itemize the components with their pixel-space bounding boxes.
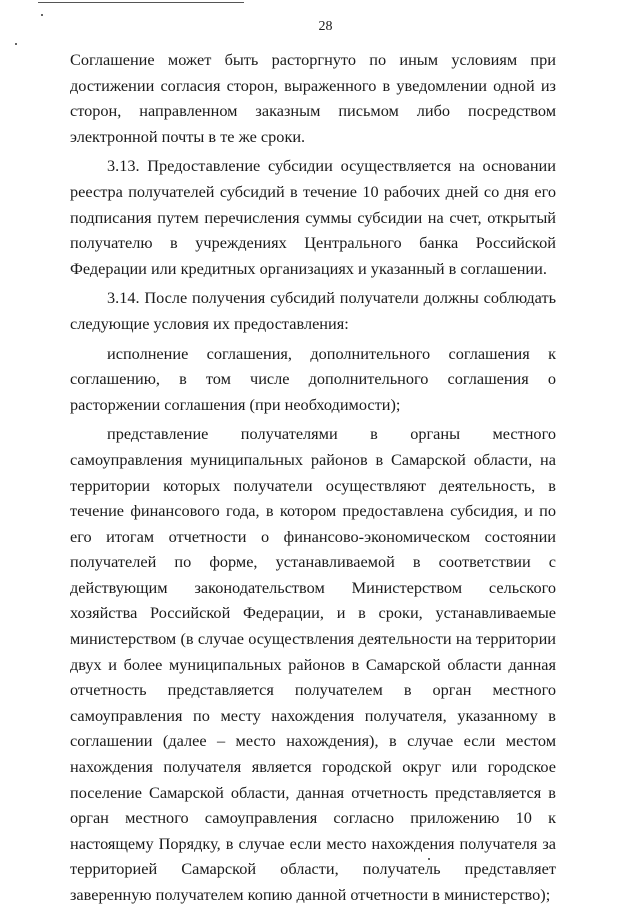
page-number: 28 <box>318 19 333 34</box>
paragraph-condition-reporting: представление получателями в органы местного самоуправления муниципальных районов в Самарской области, на территории которых получатели осуществляют деятельность, в течение финансового года, в котором предоставлена субсидия, и по его итогам отчетности о финансово-экономическом состоянии получателей по форме, устанавливаемой в соответствии с действующим законодательством Министерством сельского хозяйства Российской Федерации, и в сроки, устанавливаемые министерством (в случае осуществления деятельности на территории двух и более муниципальных районов в Самарской области данная отчетность представляется получателем в орган местного самоуправления по месту нахождения получателя, указанному в соглашении (далее – место нахождения), в случае если местом нахождения получателя является городской округ или городское поселение Самарской области, данная отчетность представляется в орган местного самоуправления согласно приложению 10 к настоящему Порядку, в случае если место нахождения получателя за территорией Самарской области, получатель представляет заверенную получателем копию данной отчетности в министерство); <box>70 424 556 904</box>
paragraph-condition-agreement: исполнение соглашения, дополнительного соглашения к соглашению, в том числе дополнительного соглашения о расторжении соглашения (при необходимости); <box>70 343 556 414</box>
paragraph-3-14: 3.14. После получения субсидий получатели должны соблюдать следующие условия их предоставления: <box>70 288 556 333</box>
scan-edge-line <box>38 2 244 3</box>
scan-speck <box>41 14 43 16</box>
paragraph-continuation: Соглашение может быть расторгнуто по иным условиям при достижении согласия сторон, выраженного в уведомлении одной из сторон, направленном заказным письмом либо посредством электронной почты в те же сроки. <box>70 50 556 146</box>
document-body <box>70 47 556 912</box>
scan-speck <box>15 43 17 45</box>
paragraph-3-13: 3.13. Предоставление субсидии осуществляется на основании реестра получателей субсидий в течение 10 рабочих дней со дня его подписания путем перечисления суммы субсидии на счет, открытый получателю в учреждениях Центрального банка Российской Федерации или кредитных организациях и указанный в соглашении. <box>70 156 556 278</box>
